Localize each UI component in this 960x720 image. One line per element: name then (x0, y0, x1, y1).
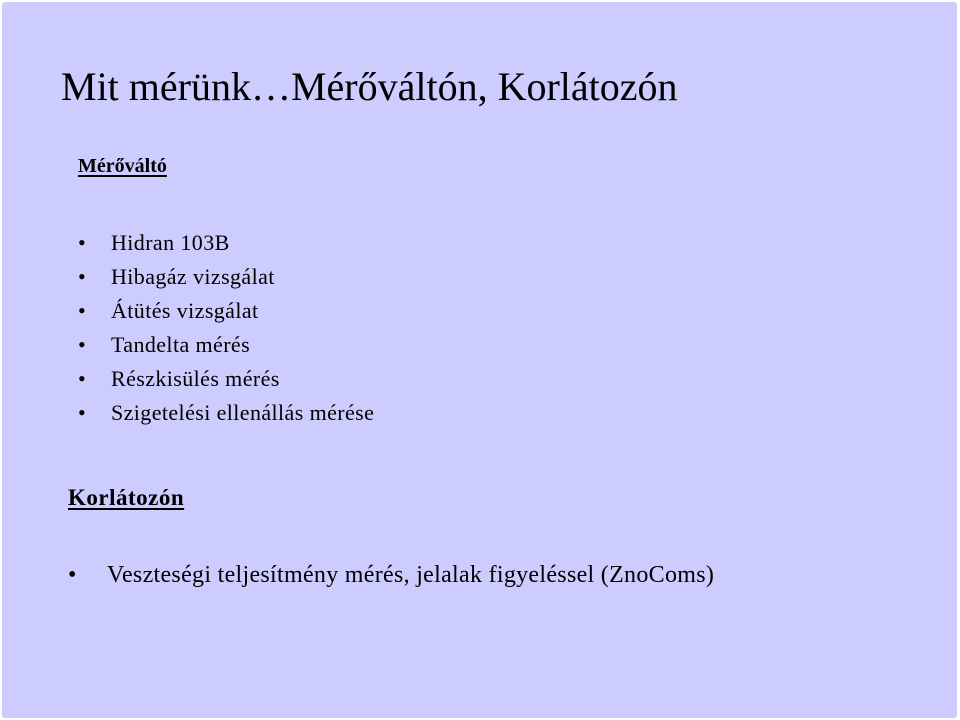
bullet-icon: • (78, 332, 87, 357)
list-item (78, 396, 374, 430)
list-item-text: Részkisülés mérés (111, 366, 280, 391)
bullet-list-korlatozon (68, 560, 714, 590)
list-item-text: Hidran 103B (111, 230, 230, 255)
list-item (68, 560, 714, 590)
list-item-text: Szigetelési ellenállás mérése (111, 400, 375, 425)
list-item (78, 362, 374, 396)
section-heading-korlatozon: Korlátozón (68, 485, 185, 510)
bullet-icon: • (78, 230, 87, 255)
bullet-icon: • (68, 562, 77, 588)
list-item (78, 328, 374, 362)
list-item (78, 260, 374, 294)
bullet-list-meroValto (78, 226, 374, 430)
bullet-icon: • (78, 298, 87, 323)
list-item-text: Tandelta mérés (111, 332, 251, 357)
section-heading-meroValto: Mérőváltó (78, 155, 167, 177)
bullet-icon: • (78, 400, 87, 425)
bullet-icon: • (78, 264, 87, 289)
list-item (78, 226, 374, 260)
bullet-icon: • (78, 366, 87, 391)
list-item-text: Veszteségi teljesítmény mérés, jelalak figyeléssel (ZnoComs) (107, 562, 715, 588)
list-item-text: Hibagáz vizsgálat (111, 264, 275, 289)
list-item (78, 294, 374, 328)
slide-title: Mit mérünk…Mérőváltón, Korlátozón (61, 64, 678, 109)
slide (2, 2, 957, 718)
list-item-text: Átütés vizsgálat (111, 298, 259, 323)
